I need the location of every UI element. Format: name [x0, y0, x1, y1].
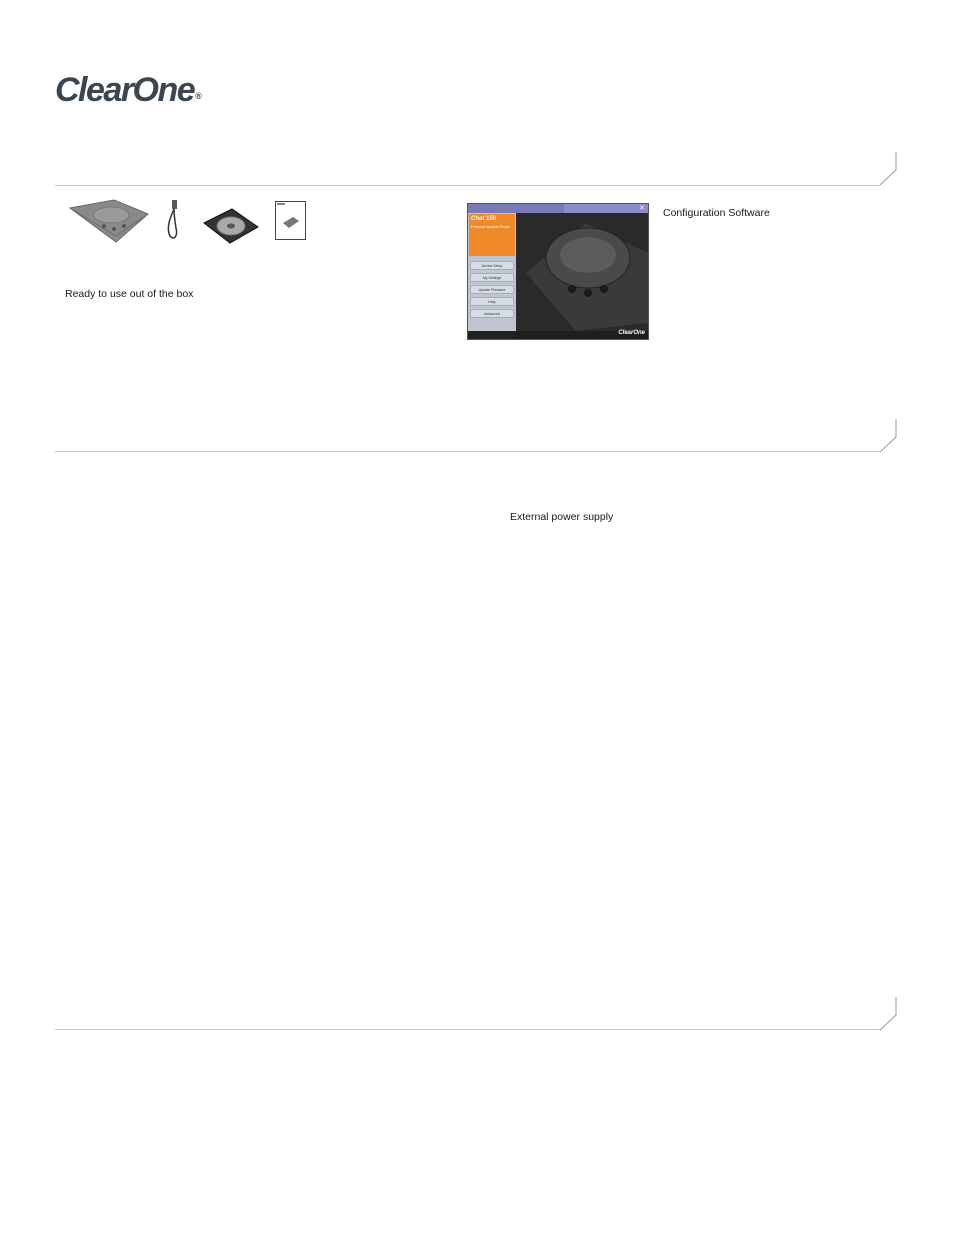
- out-of-box-caption: Ready to use out of the box: [65, 288, 194, 300]
- usb-cable-image: [160, 198, 186, 242]
- divider-corner-1: [876, 150, 902, 190]
- configuration-software-caption: Configuration Software: [663, 207, 770, 219]
- menu-device-setup[interactable]: Device Setup: [470, 261, 514, 270]
- external-power-caption: External power supply: [510, 511, 614, 523]
- software-brand: ClearOne: [618, 330, 645, 336]
- product-name: Chat 150: [471, 216, 497, 222]
- divider-corner-2: [876, 417, 902, 457]
- close-icon: ✕: [639, 205, 645, 212]
- menu-help[interactable]: Help: [470, 297, 514, 306]
- section-divider-2: [55, 451, 880, 452]
- product-subtitle: Personal Speaker Phone: [471, 225, 510, 229]
- speakerphone-image: [66, 196, 152, 244]
- divider-corner-3: [876, 995, 902, 1035]
- cd-image: [200, 205, 262, 245]
- menu-update-firmware[interactable]: Update Firmware: [470, 285, 514, 294]
- menu-advanced[interactable]: Advanced: [470, 309, 514, 318]
- section-divider-3: [55, 1029, 880, 1030]
- quick-start-guide-image: [275, 201, 307, 241]
- speakerphone-render: [516, 213, 648, 331]
- section-divider-1: [55, 185, 880, 186]
- configuration-software-screenshot: [467, 203, 649, 340]
- window-titlebar: [468, 204, 564, 213]
- sidebar-footer: [468, 331, 516, 339]
- clearone-logo: ClearOne®: [55, 71, 202, 109]
- window-titlebar-right: [564, 204, 648, 213]
- menu-my-settings[interactable]: My Settings: [470, 273, 514, 282]
